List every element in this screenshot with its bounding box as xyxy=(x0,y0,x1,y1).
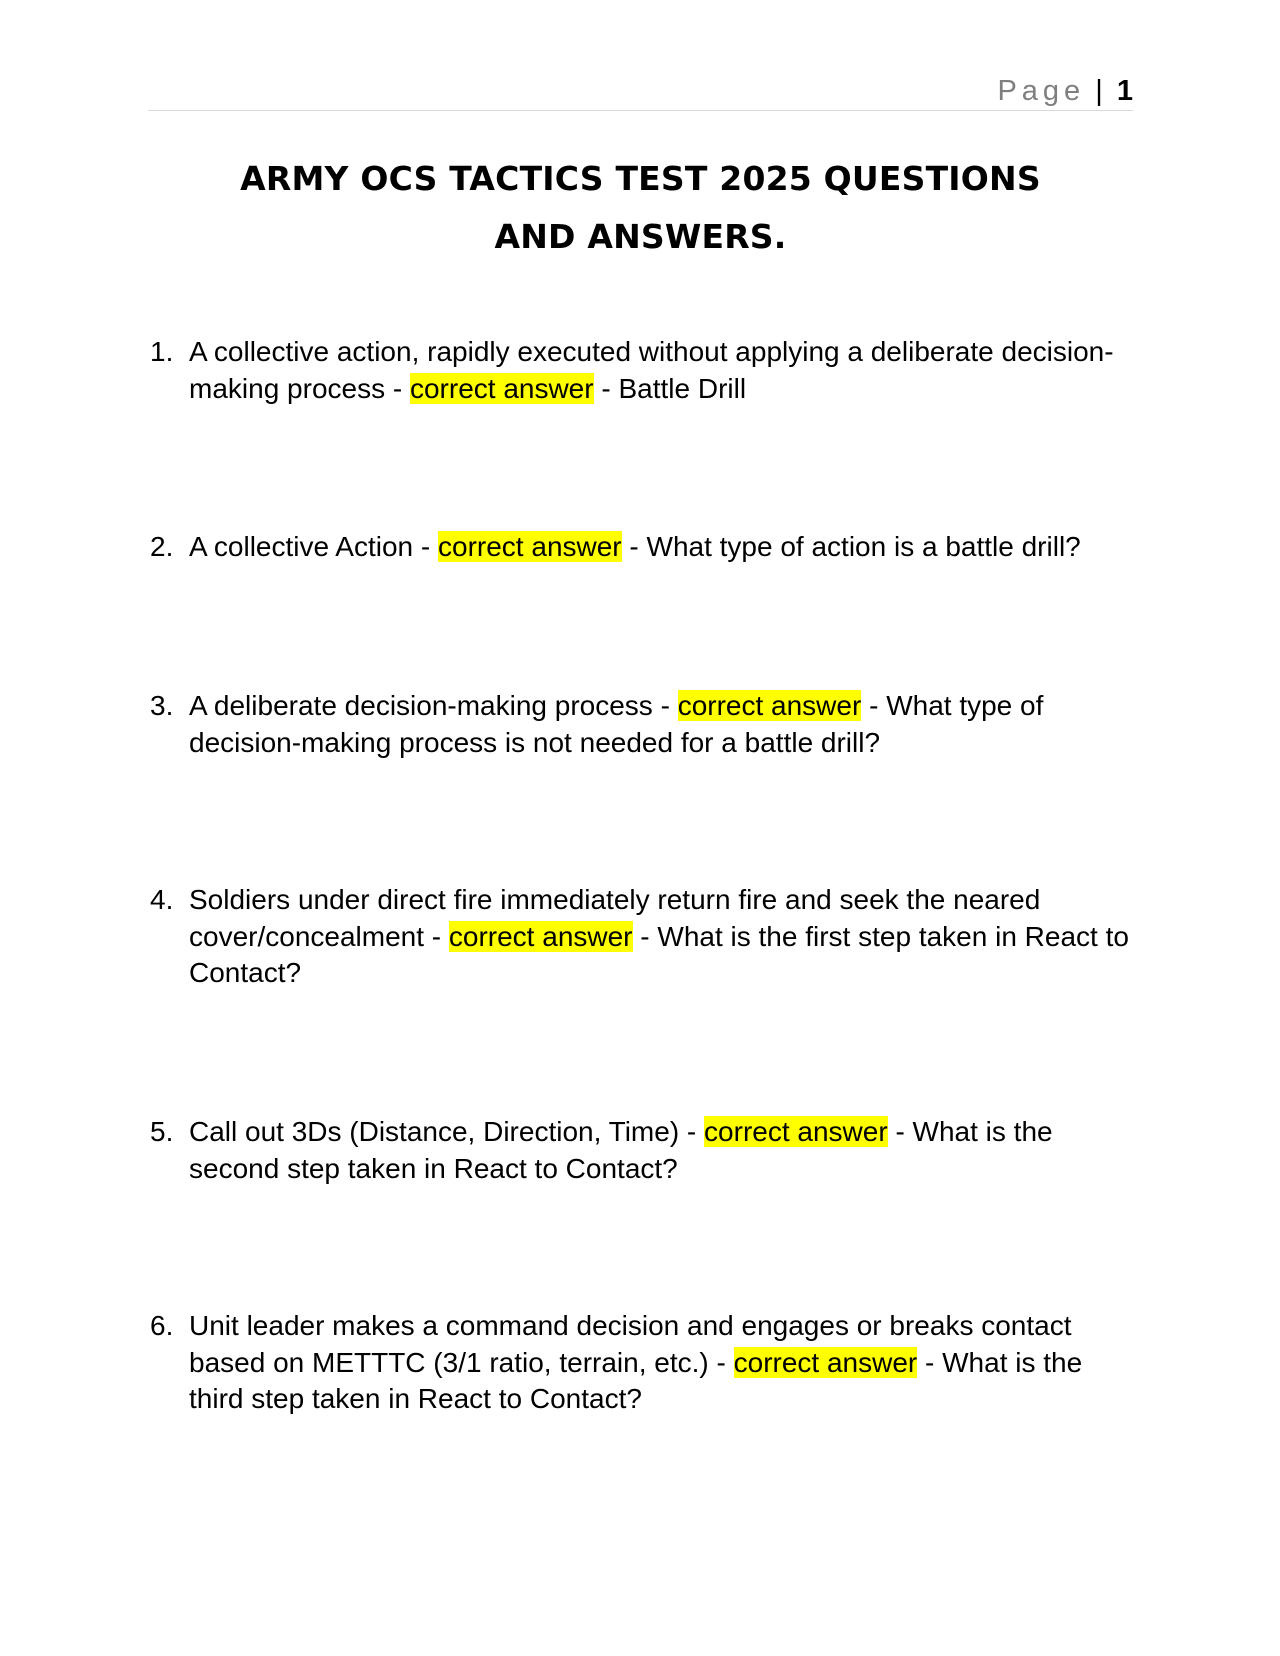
question-prompt: Unit leader makes a command decision and engages or breaks contact based on METTTC (3/1 ratio, terrain, etc.) - xyxy=(189,1310,1072,1378)
question-number: 6. xyxy=(150,1310,174,1341)
question-number: 1. xyxy=(150,336,174,367)
question-prompt: A deliberate decision-making process - xyxy=(189,690,678,721)
correct-answer-highlight: correct answer xyxy=(438,531,622,562)
question-item-1 xyxy=(148,334,1138,407)
question-prompt: Soldiers under direct fire immediately return fire and seek the neared cover/concealment - xyxy=(189,884,1041,952)
correct-answer-highlight: correct answer xyxy=(677,690,862,721)
answer-text: - What type of action is a battle drill? xyxy=(621,531,1081,562)
correct-answer-highlight: correct answer xyxy=(733,1346,918,1378)
page-header xyxy=(148,72,1133,111)
question-number: 2. xyxy=(150,531,174,562)
answer-text: - What is the first step taken in React to Contact? xyxy=(189,920,1129,988)
document-title xyxy=(148,150,1133,266)
page-number: 1 xyxy=(1116,75,1133,107)
correct-answer-highlight: correct answer xyxy=(409,372,594,404)
question-item-3 xyxy=(148,688,1138,761)
question-item-4 xyxy=(148,882,1138,992)
question-text xyxy=(189,882,1138,992)
question-text xyxy=(189,688,1138,761)
question-number: 4. xyxy=(150,884,174,915)
answer-text: - What is the third step taken in React to Contact? xyxy=(189,1346,1083,1414)
answer-text: - What is the second step taken in React to Contact? xyxy=(189,1116,1053,1184)
question-text xyxy=(189,529,1138,566)
page-label: Page xyxy=(997,75,1086,107)
answer-text: - What type of decision-making process is not needed for a battle drill? xyxy=(189,690,1044,758)
question-number: 5. xyxy=(150,1116,174,1147)
correct-answer-highlight: correct answer xyxy=(704,1116,888,1147)
question-item-2 xyxy=(148,529,1138,566)
question-number: 3. xyxy=(150,690,174,721)
question-item-5 xyxy=(148,1114,1138,1187)
page-separator: | xyxy=(1095,75,1103,107)
question-item-6 xyxy=(148,1308,1138,1418)
question-prompt: A collective Action - xyxy=(189,531,439,562)
answer-text: - Battle Drill xyxy=(593,372,747,404)
correct-answer-highlight: correct answer xyxy=(448,920,633,952)
question-prompt: A collective action, rapidly executed without applying a deliberate decision-making process - xyxy=(189,336,1114,404)
title-line-1: ARMY OCS TACTICS TEST 2025 QUESTIONS xyxy=(240,159,1041,198)
question-text xyxy=(189,1114,1138,1187)
title-line-2: AND ANSWERS. xyxy=(494,217,787,256)
question-text xyxy=(189,334,1138,407)
question-prompt: Call out 3Ds (Distance, Direction, Time) - xyxy=(189,1116,705,1147)
question-text xyxy=(189,1308,1138,1418)
